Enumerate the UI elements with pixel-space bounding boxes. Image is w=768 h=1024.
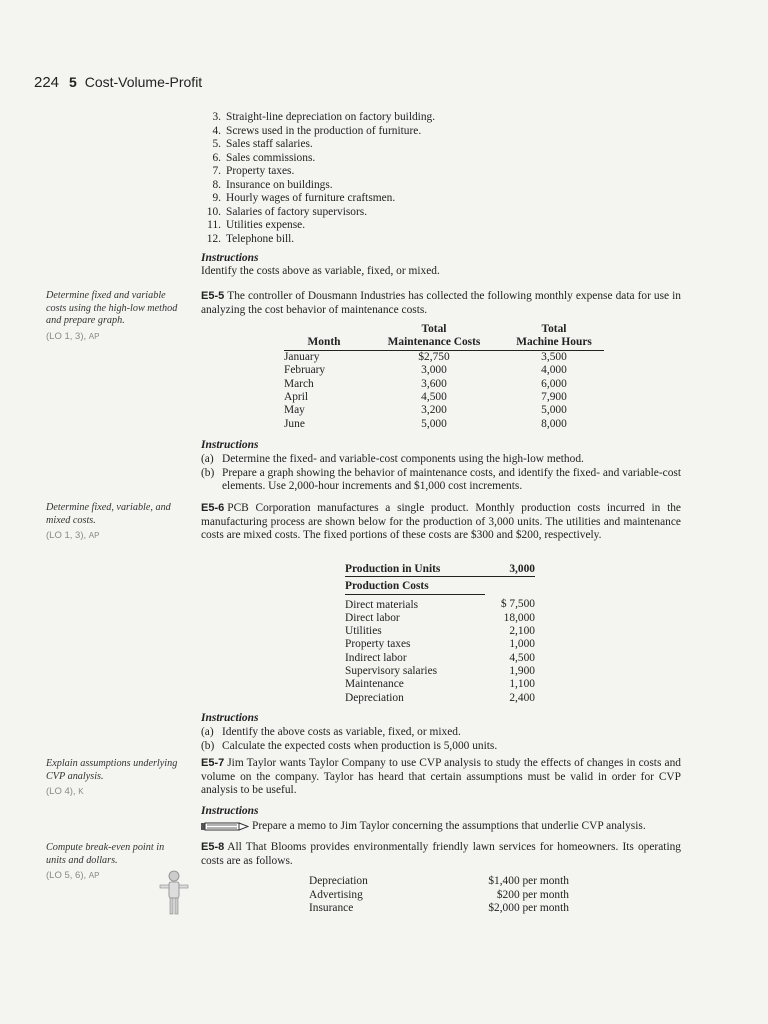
e56-margin-note: Determine fixed, variable, and mixed costs. (LO 1, 3), AP — [46, 502, 186, 543]
e54-instruction: Identify the costs above as variable, fixed, or mixed. — [201, 265, 440, 277]
person-icon — [158, 868, 190, 918]
instructions-heading: Instructions — [201, 439, 259, 451]
table-row: January $2,750 3,500 — [284, 350, 567, 363]
list-item: (b) Prepare a graph showing the behavior of maintenance costs, and identify the fixed- and variable-cost elements. Use 2,000-hour increments and $1,000 cost increments. — [201, 466, 681, 493]
chapter-number: 5 — [69, 74, 77, 90]
list-item: 12. Telephone bill. — [206, 232, 295, 245]
list-item: (a) Identify the above costs as variable, fixed, or mixed. — [201, 726, 461, 738]
list-item: 5. Sales staff salaries. — [212, 138, 313, 150]
list-item: 8. Insurance on buildings. — [212, 178, 333, 191]
e55-instructions — [201, 453, 681, 494]
page-header — [34, 74, 202, 91]
table-row: Depreciation 2,400 — [345, 691, 535, 704]
exercise-number: E5-6 — [201, 502, 225, 514]
column-header: Month — [284, 336, 364, 350]
table-row: Utilities 2,100 — [345, 625, 535, 638]
table-row: Maintenance 1,100 — [345, 678, 535, 691]
chapter-title: Cost-Volume-Profit — [84, 74, 203, 90]
list-item: 10. Salaries of factory supervisors. — [206, 205, 368, 218]
list-item: 6. Sales commissions. — [212, 151, 316, 164]
exercise-number: E5-8 — [201, 841, 225, 853]
column-header: 3,000 — [485, 563, 535, 577]
column-header: Machine Hours — [504, 336, 604, 350]
learning-objective: (LO 5, 6), AP — [46, 870, 100, 881]
list-item: 7. Property taxes. — [212, 165, 295, 177]
row-group-header: Production Costs — [345, 577, 485, 594]
column-header: Maintenance Costs — [364, 336, 504, 350]
table-row: April 4,500 7,900 — [284, 391, 567, 404]
cost-list — [201, 111, 435, 246]
page-number: 224 — [34, 74, 60, 91]
e58-text: E5-8 All That Blooms provides environmentally friendly lawn services for homeowners. Its operating costs are as follows. — [201, 841, 681, 867]
operating-costs — [309, 875, 569, 916]
list-item: Insurance $2,000 per month — [309, 902, 569, 915]
pencil-icon — [201, 822, 249, 831]
list-item: (b) Calculate the expected costs when production is 5,000 units. — [201, 739, 498, 752]
e55-margin-note: Determine fixed and variable costs using the high-low method and prepare graph. (LO 1, 3), AP — [46, 290, 186, 343]
table-row: June 5,000 8,000 — [284, 417, 567, 430]
e55-text: E5-5 The controller of Dousmann Industries has collected the following monthly expense data for use in analyzing the cost behavior of maintenance costs. — [201, 290, 681, 316]
list-item: Depreciation $1,400 per month — [309, 875, 569, 887]
exercise-number: E5-5 — [201, 290, 225, 302]
table-row: Supervisory salaries 1,900 — [345, 665, 535, 678]
list-item: 11. Utilities expense. — [207, 219, 306, 231]
column-header: Production in Units — [345, 563, 485, 577]
e58-margin-note: Compute break-even point in units and dollars. (LO 5, 6), AP — [46, 842, 186, 883]
table-row: Direct materials $ 7,500 — [345, 598, 535, 611]
list-item: 3. Straight-line depreciation on factory building. — [212, 111, 436, 123]
list-item: 9. Hourly wages of furniture craftsmen. — [212, 192, 396, 204]
e57-margin-note: Explain assumptions underlying CVP analysis. (LO 4), K — [46, 758, 186, 799]
e57-text: E5-7 Jim Taylor wants Taylor Company to use CVP analysis to study the effects of changes in costs and volume on the company. Taylor has heard that certain assumptions must be valid in order for CVP analysis to be useful. — [201, 757, 681, 797]
learning-objective: (LO 4), K — [46, 786, 84, 797]
e56-text: E5-6 PCB Corporation manufactures a single product. Monthly production costs incurred in the manufacturing process are shown below for the production of 3,000 units. The utilities and maintenance costs are mixed costs. The fixed portions of these costs are $300 and $200, respectively. — [201, 502, 681, 542]
exercise-number: E5-7 — [201, 757, 225, 769]
production-cost-table — [345, 563, 535, 705]
e56-instructions — [201, 726, 681, 753]
e57-instruction: Prepare a memo to Jim Taylor concerning the assumptions that underlie CVP analysis. — [252, 820, 646, 832]
maintenance-cost-table: Total Total Month Maintenance Costs Machine Hours January $2,750 3,500 February 3,000 4,000 March 3,600 6,000 April 4,500 7,900 May 3,200 5,000 June 5,000 8,000 — [284, 323, 604, 431]
table-row: Indirect labor 4,500 — [345, 651, 535, 664]
table-row: May 3,200 5,000 — [284, 404, 567, 417]
instructions-heading: Instructions — [201, 805, 259, 817]
list-item: 4. Screws used in the production of furniture. — [212, 124, 422, 137]
instructions-heading: Instructions — [201, 252, 259, 264]
instructions-heading: Instructions — [201, 712, 259, 724]
learning-objective: (LO 1, 3), AP — [46, 330, 100, 342]
table-row: March 3,600 6,000 — [284, 377, 567, 390]
learning-objective: (LO 1, 3), AP — [46, 530, 100, 541]
table-row: Property taxes 1,000 — [345, 638, 535, 651]
list-item: (a) Determine the fixed- and variable-cost components using the high-low method. — [201, 453, 584, 465]
table-row: Direct labor 18,000 — [345, 611, 535, 624]
table-row: February 3,000 4,000 — [284, 364, 567, 377]
list-item: Advertising $200 per month — [309, 888, 569, 901]
